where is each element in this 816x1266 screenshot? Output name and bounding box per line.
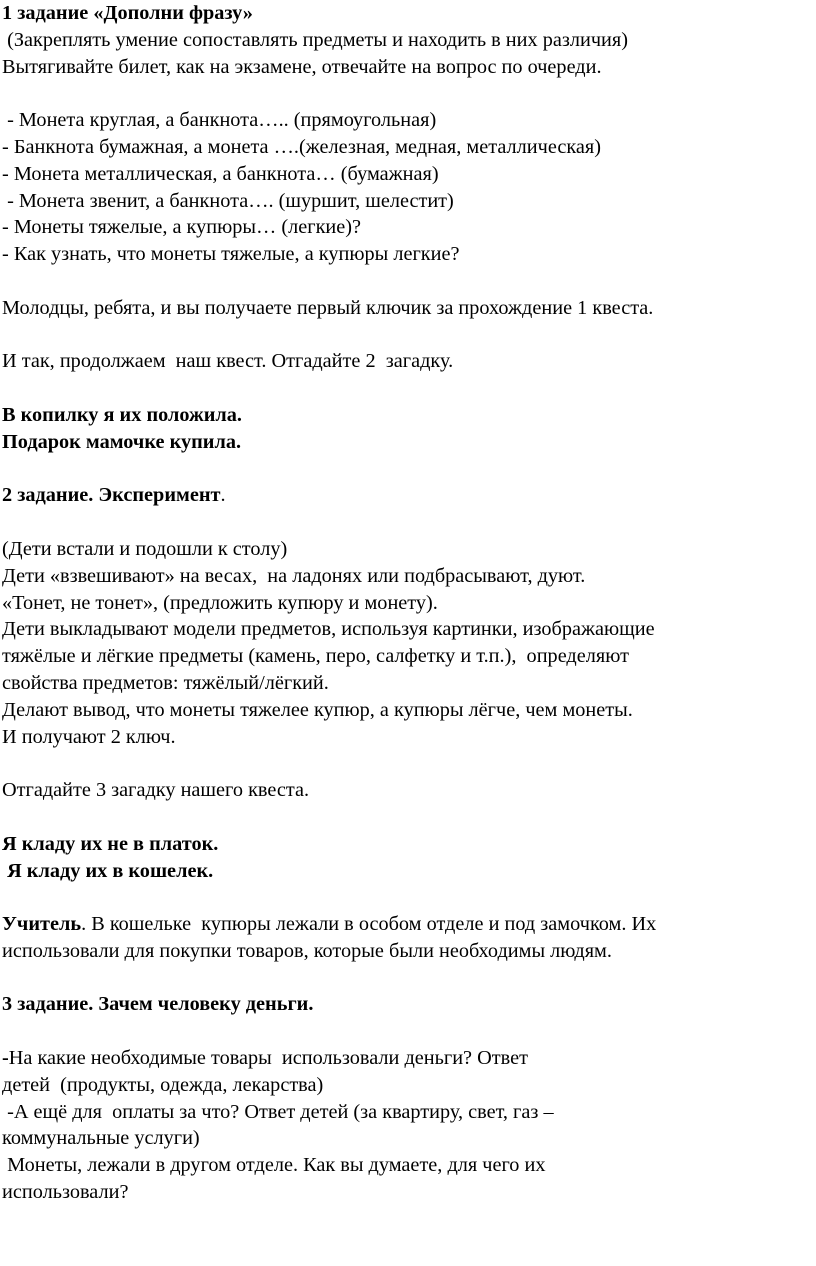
task-2-heading [2,482,812,509]
riddle-line [2,831,812,858]
text-line: Дети «взвешивают» на весах, на ладонях или подбрасывают, дуют. [2,564,586,587]
text-line: коммунальные услуги) [2,1127,200,1150]
text-line: -А ещё для оплаты за что? Ответ детей (за квартиру, свет, газ – [2,1100,554,1123]
text-line: «Тонет, не тонет», (предложить купюру и монету). [2,591,438,614]
text-line: Делают вывод, что монеты тяжелее купюр, а купюры лёгче, чем монеты. [2,698,633,721]
blank-line [2,456,812,483]
blank-line [2,80,812,107]
text-line: Монеты, лежали в другом отделе. Как вы думаете, для чего их [2,1154,546,1177]
blank-line [2,268,812,295]
text-line: - Монета металлическая, а банкнота… (бумажная) [2,162,439,185]
task-3-heading [2,991,812,1018]
riddle-line [2,402,812,429]
question-text: На какие необходимые товары использовали деньги? Ответ [8,1047,528,1070]
text-line: детей (продукты, одежда, лекарства) [2,1073,324,1096]
text-line: - Банкнота бумажная, а монета ….(железная, медная, металлическая) [2,135,601,158]
text-line: тяжёлые и лёгкие предметы (камень, перо, салфетку и т.п.), определяют [2,645,629,668]
task-2-title: 2 задание. Эксперимент [2,484,221,507]
text-line: Дети выкладывают модели предметов, используя картинки, изображающие [2,618,655,641]
task-1-heading [2,0,812,27]
text-line: Отгадайте 3 загадку нашего квеста. [2,779,310,802]
blank-line [2,509,812,536]
text-line: - Монета круглая, а банкнота….. (прямоугольная) [2,109,437,132]
blank-line [2,804,812,831]
text-line: - Монета звенит, а банкнота…. (шуршит, шелестит) [2,189,454,212]
text-line: Молодцы, ребята, и вы получаете первый ключик за прохождение 1 квеста. [2,296,654,319]
riddle-text: Подарок мамочке купила. [2,430,242,453]
blank-line [2,375,812,402]
text-line: Вытягивайте билет, как на экзамене, отвечайте на вопрос по очереди. [2,55,602,78]
title-period: . [220,484,226,507]
text-line: - Монеты тяжелые, а купюры… (легкие)? [2,216,362,239]
text-line: - Как узнать, что монеты тяжелые, а купюры легкие? [2,243,460,266]
riddle-line [2,429,812,456]
teacher-label: Учитель [2,913,82,936]
text-line: свойства предметов: тяжёлый/лёгкий. [2,671,329,694]
text-line: использовали для покупки товаров, которые были необходимы людям. [2,939,612,962]
task-3-title: 3 задание. Зачем человеку деньги. [2,993,314,1016]
blank-line [2,750,812,777]
text-line: И получают 2 ключ. [2,725,176,748]
riddle-text: Я кладу их в кошелек. [2,859,214,882]
riddle-text: Я кладу их не в платок. [2,832,219,855]
text-line: (Закреплять умение сопоставлять предметы и находить в них различия) [2,28,628,51]
text-line: использовали? [2,1181,129,1204]
blank-line [2,965,812,992]
text-line: И так, продолжаем наш квест. Отгадайте 2 загадку. [2,350,454,373]
riddle-text: В копилку я их положила. [2,403,243,426]
question-line [2,1045,812,1072]
riddle-line [2,858,812,885]
task-1-title: 1 задание «Дополни фразу» [2,2,253,24]
text-line: (Дети встали и подошли к столу) [2,537,288,560]
teacher-text: . В кошельке купюры лежали в особом отделе и под замочком. Их [81,913,657,936]
dash-marker: - [2,1047,9,1070]
teacher-line [2,911,812,938]
blank-line [2,884,812,911]
blank-line [2,322,812,349]
blank-line [2,1018,812,1045]
